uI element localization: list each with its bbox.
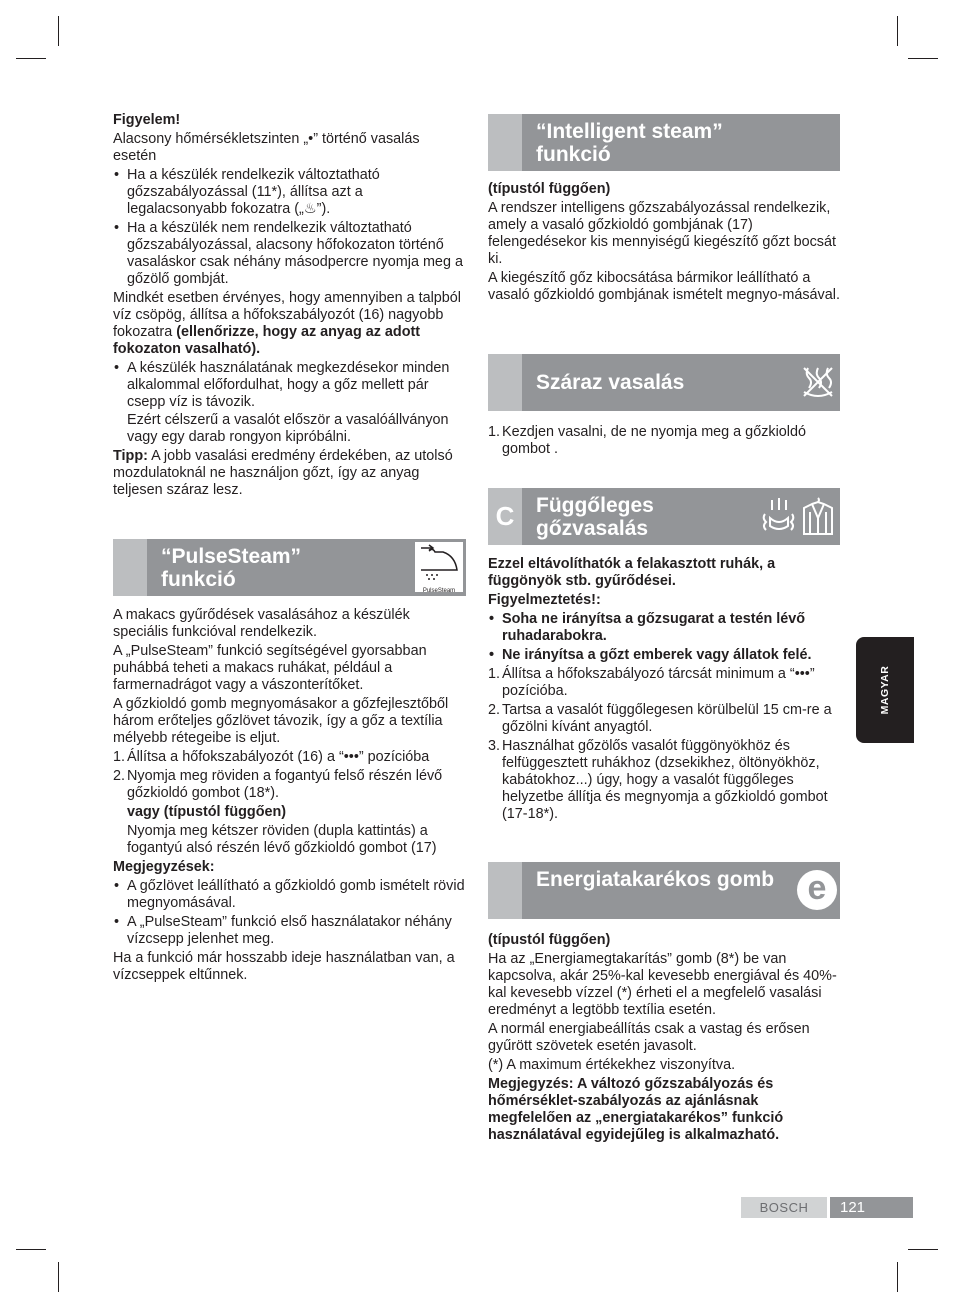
- right-column-vertical: [488, 556, 843, 825]
- note-text: A változó gőzszabályozás és hőmérséklet-szabályozás az ajánlásnak megfelelően az „energiatakarékos” funkció használatával egyidejűleg is alkalmazható.: [488, 1076, 784, 1143]
- list-item: • A készülék használatának megkezdésekor minden alkalommal előfordulhat, hogy a gőz mellett pár csepp víz is távozik.: [113, 360, 465, 411]
- section-title: “Intelligent steam” funkció: [536, 120, 723, 166]
- crop-mark: [16, 58, 46, 59]
- header-tab: [488, 488, 522, 545]
- paragraph: A makacs gyűrődések vasalásához a készülék speciális funkcióval rendelkezik.: [113, 607, 410, 640]
- paragraph: Ha a funkció már hosszabb ideje használatban van, a vízcseppek eltűnnek.: [113, 950, 455, 983]
- step-text: Állítsa a hőfokszabályozó tárcsát minimum a “•••” pozícióba.: [502, 666, 815, 699]
- step-item: [488, 738, 843, 823]
- step-item: [113, 768, 468, 802]
- list-item: • A gőzlövet leállítható a gőzkioldó gomb ismételt rövid megnyomásával.: [113, 878, 468, 912]
- list-item: • Ne irányítsa a gőzt emberek vagy állatok felé.: [488, 647, 843, 664]
- language-tab-label: MAGYAR: [879, 665, 891, 715]
- step-number: 1.: [113, 749, 126, 765]
- language-tab: [856, 637, 914, 743]
- footer-brand: BOSCH: [759, 1200, 809, 1215]
- crop-mark: [58, 16, 59, 46]
- section-header-pulsesteam: [113, 539, 466, 596]
- paragraph: A kiegészítő gőz kibocsátása bármikor leállítható a vasaló gőzkioldó gombjának ismételt megnyo-másával.: [488, 270, 840, 303]
- section-title: Energiatakarékos gomb: [536, 868, 775, 891]
- text-run: Mindkét esetben érvényes, hogy amennyiben a talpból víz csöpög, állítsa a hőfokszabályozót (16) nagyobb fokozatra: [113, 290, 461, 340]
- list-item-continuation: Ezért célszerű a vasalót először a vasalóállványon vagy egy darab rongyon kipróbálni.: [127, 412, 449, 445]
- step-item: [113, 749, 468, 766]
- header-tab: [113, 539, 147, 596]
- step-item: [488, 702, 843, 736]
- step-number: 1.: [488, 666, 501, 682]
- step-text: Nyomja meg röviden a fogantyú felső részén lévő gőzkioldó gombot (18*).: [127, 768, 443, 801]
- crop-mark: [16, 1249, 46, 1250]
- alternative-text: Nyomja meg kétszer röviden (dupla kattintás) a fogantyú alsó részén lévő gőzkioldó gombot (17): [127, 823, 437, 856]
- paragraph: A normál energiabeállítás csak a vastag és erősen gyűrött szövetek esetén javasolt.: [488, 1021, 810, 1054]
- eco-icon-letter: e: [807, 868, 827, 907]
- crop-mark: [897, 1262, 898, 1292]
- right-column-eco: [488, 932, 843, 1146]
- paragraph: (*) A maximum értékekhez viszonyítva.: [488, 1057, 736, 1073]
- left-column-pulse: [113, 607, 468, 986]
- paragraph: A „PulseSteam” funkció segítségével gyorsabban puhábbá teheti a makacs ruhákat, például a farmernadrágot vagy a vászonterítőket.: [113, 643, 427, 693]
- alternative-label: vagy (típustól függően): [127, 804, 287, 820]
- text-run-bold: (ellenőrizze, hogy az anyag az adott fokozaton vasalható).: [113, 324, 421, 357]
- section-title: Függőleges gőzvasalás: [536, 494, 654, 540]
- section-title: Száraz vasalás: [536, 371, 685, 394]
- vertical-steam-icon: [760, 496, 798, 541]
- section-header-dry-ironing: [488, 354, 840, 411]
- model-note: (típustól függően): [488, 932, 611, 948]
- tip-paragraph: [113, 448, 465, 499]
- note-label: Megjegyzés:: [488, 1076, 574, 1092]
- paragraph: A gőzkioldó gomb megnyomásakor a gőzfejlesztőből három erőteljes gőzlövet távozik, így a gőz a textília mélyebb rétegeibe is eljut.: [113, 696, 449, 746]
- list-item: • Ha a készülék rendelkezik változtatható gőzszabályozással (11*), állítsa azt a legalacsonyabb fokozatra („♨”).: [113, 167, 465, 218]
- list-item: • A „PulseSteam” funkció első használatakor néhány vízcsepp jelenhet meg.: [113, 914, 468, 948]
- paragraph: Ha az „Energiamegtakarítás” gomb (8*) be van kapcsolva, akár 25%-kal kevesebb energiával és 40%-kal kevesebb vízzel (*) érheti el a megfelelő vasalási eredményt a legtöbb textília esetén.: [488, 951, 837, 1018]
- right-column-dry: [488, 424, 843, 460]
- paragraph: Ezzel eltávolíthatók a felakasztott ruhák, a függönyök stb. gyűrődései.: [488, 556, 776, 589]
- header-tab: [488, 114, 522, 171]
- list-item: • Soha ne irányítsa a gőzsugarat a testén lévő ruhadarabokra.: [488, 611, 843, 645]
- step-item: [488, 666, 843, 700]
- warning-intro: Alacsony hőmérsékletszinten „•” történő vasalás esetén: [113, 131, 420, 164]
- section-title: “PulseSteam” funkció: [161, 545, 302, 591]
- pulsesteam-icon-label: PulseSteam: [422, 588, 456, 594]
- step-text: Kezdjen vasalni, de ne nyomja meg a gőzkioldó gombot .: [502, 424, 806, 457]
- step-item: [488, 424, 843, 458]
- crop-mark: [908, 1249, 938, 1250]
- section-header-eco-button: [488, 862, 840, 919]
- step-text: Állítsa a hőfokszabályozót (16) a “•••” pozícióba: [127, 749, 430, 765]
- jacket-icon: [800, 496, 836, 541]
- note-paragraph: [488, 1076, 843, 1144]
- crop-mark: [58, 1262, 59, 1292]
- step-text: Tartsa a vasalót függőlegesen körülbelül 15 cm-re a gőzölni kívánt anyagtól.: [502, 702, 832, 735]
- crop-mark: [908, 58, 938, 59]
- tip-label: Tipp:: [113, 448, 148, 464]
- footer-brand-box: [741, 1197, 827, 1218]
- pulsesteam-icon: [415, 542, 463, 592]
- section-tab-letter: C: [495, 501, 515, 531]
- paragraph: A rendszer intelligens gőzszabályozással rendelkezik, amely a vasaló gőzkioldó gombjának (17) felengedésekor kis mennyiségű kiegészítő gőzt bocsát ki.: [488, 200, 836, 267]
- list-item: • Ha a készülék nem rendelkezik változtatható gőzszabályozással, alacsony hőfokozaton történő vasaláskor csak néhány másodpercre nyomja meg a gőzölő gombját.: [113, 220, 465, 288]
- notes-title: Megjegyzések:: [113, 859, 215, 875]
- section-header-vertical-steam: [488, 488, 840, 545]
- step-number: 2.: [113, 768, 126, 784]
- page-number: 121: [840, 1199, 866, 1216]
- right-column-intelligent: [488, 181, 843, 306]
- tip-text: A jobb vasalási eredmény érdekében, az utolsó mozdulatoknál ne használjon gőzt, így az anyag teljesen száraz lesz.: [113, 448, 453, 498]
- step-number: 2.: [488, 702, 501, 718]
- left-column-top: [113, 112, 465, 501]
- step-number: 3.: [488, 738, 501, 754]
- warning-title: Figyelmeztetés!:: [488, 592, 601, 608]
- no-steam-icon: [800, 364, 836, 407]
- step-number: 1.: [488, 424, 501, 440]
- model-note: (típustól függően): [488, 181, 611, 197]
- header-tab: [488, 354, 522, 411]
- warning-title: Figyelem!: [113, 112, 181, 128]
- eco-icon: [797, 870, 837, 910]
- paragraph: [113, 290, 465, 358]
- footer-page-box: [830, 1197, 913, 1218]
- crop-mark: [897, 16, 898, 46]
- section-header-intelligent-steam: [488, 114, 840, 171]
- header-tab: [488, 862, 522, 919]
- step-text: Használhat gőzölős vasalót függönyökhöz és felfüggesztett ruhákhoz (dzsekikhez, öltönyökhöz, kabátokhoz...) úgy, hogy a vasalót függőleges helyzetbe állítja és megnyomja a gőzkioldó gombot (17-18*).: [502, 738, 828, 822]
